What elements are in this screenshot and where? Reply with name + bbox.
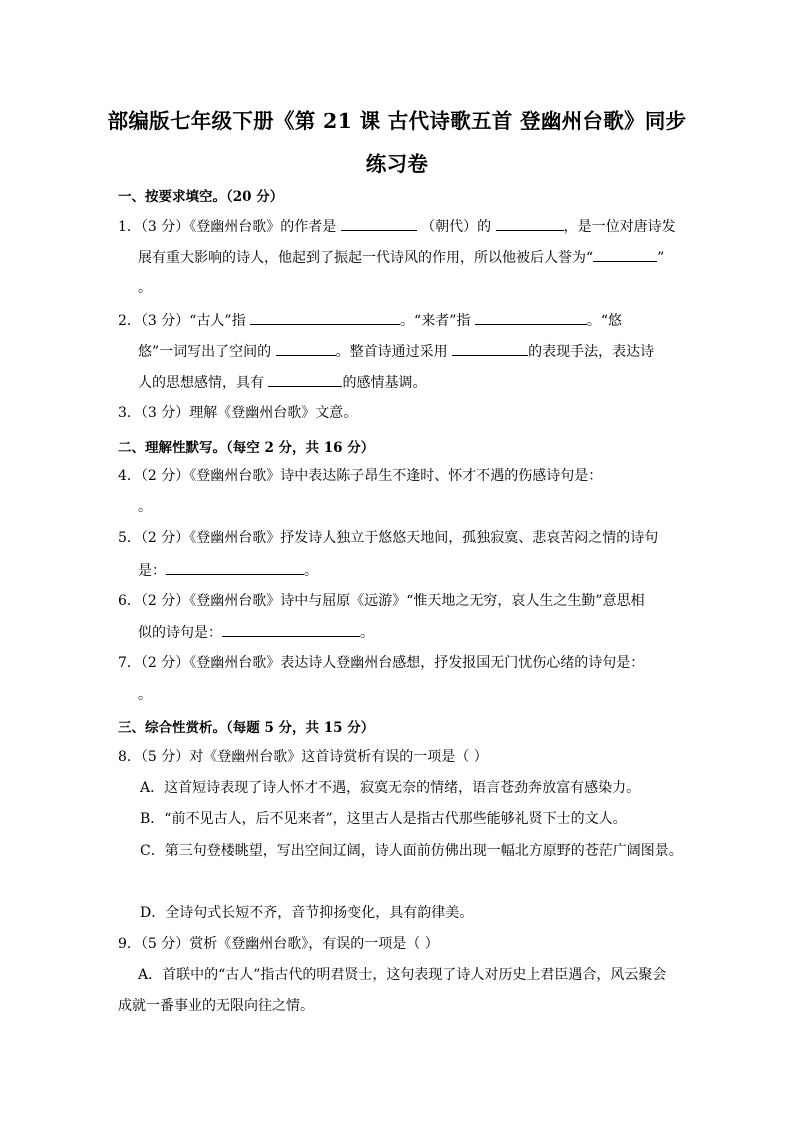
q1-blank-author[interactable]: [341, 216, 417, 231]
q2-line3: [138, 372, 426, 393]
q8-stem: 8．（5 分）对《登幽州台歌》这首诗赏析有误的一项是（ ）: [118, 749, 488, 765]
q1-text-c: ，是一位对唐诗发: [563, 219, 676, 235]
q4-line1: 4．（2 分）《登幽州台歌》诗中表达陈子昂生不逢时、怀才不遇的伤感诗句是：: [118, 468, 603, 484]
q5-line1: 5．（2 分）《登幽州台歌》抒发诗人独立于悠悠天地间，孤独寂寞、悲哀苦闷之情的诗句: [118, 530, 659, 546]
q8-option-b[interactable]: B．“前不见古人，后不见来者”，这里古人是指古代那些能够礼贤下士的文人。: [140, 811, 627, 827]
q2-blank-laizhe[interactable]: [475, 310, 587, 325]
q2-text-h: 的感情基调。: [342, 375, 427, 391]
section-2-heading: 二、理解性默写。（每空 2 分，共 16 分）: [118, 440, 375, 456]
q2-blank-technique[interactable]: [452, 341, 528, 356]
q2-text-f: 的表现手法，表达诗: [528, 344, 655, 360]
q2-line1: [118, 310, 622, 331]
q8-option-a[interactable]: A．这首短诗表现了诗人怀才不遇，寂寞无奈的情绪，语言苍劲奔放富有感染力。: [140, 780, 641, 796]
q5-text-b: 是：: [138, 563, 166, 579]
section-1-heading: 一、按要求填空。（20 分）: [118, 189, 284, 205]
q6-blank[interactable]: [222, 622, 360, 637]
q2-line2: [138, 341, 654, 362]
q1-line3: 。: [138, 280, 152, 296]
q1-line1: [118, 216, 676, 237]
q2-text-c: 。“悠: [586, 313, 622, 329]
q1-text-d: 展有重大影响的诗人，他起到了振起一代诗风的作用，所以他被后人誉为“: [138, 250, 594, 266]
q6-line1: 6．（2 分）《登幽州台歌》诗中与屈原《远游》“惟天地之无穷，哀人生之生勤”意思相: [118, 593, 645, 609]
q2-text-e: 。整首诗通过采用: [335, 344, 448, 360]
q1-text-e: ”: [657, 250, 665, 266]
q9-option-a-line2: 成就一番事业的无限向往之情。: [118, 998, 314, 1014]
section-3-heading: 三、综合性赏析。（每题 5 分，共 15 分）: [118, 720, 375, 736]
q6-text-c: 。: [360, 625, 374, 641]
q2-text-b: 。“来者”指: [400, 313, 471, 329]
q1-text-b: （朝代）的: [421, 219, 492, 235]
q1-blank-title[interactable]: [593, 247, 657, 262]
q1-line2: [138, 247, 664, 268]
q5-blank[interactable]: [166, 560, 304, 575]
q7-line1: 7．（2 分）《登幽州台歌》表达诗人登幽州台感想，抒发报国无门忧伤心绪的诗句是：: [118, 655, 645, 671]
q2-text-a: 2．（3 分）“古人”指: [118, 313, 246, 329]
q1-blank-dynasty[interactable]: [496, 216, 564, 231]
q7-line2: 。: [138, 687, 152, 703]
q2-blank-space[interactable]: [276, 341, 336, 356]
q4-line2: 。: [138, 499, 152, 515]
q8-option-c[interactable]: C．第三句登楼眺望，写出空间辽阔，诗人面前仿佛出现一幅北方原野的苍茫广阔图景。: [140, 843, 683, 859]
q5-line2: [138, 560, 318, 581]
q5-text-c: 。: [304, 563, 318, 579]
q8-option-d[interactable]: D．全诗句式长短不齐，音节抑扬变化，具有韵律美。: [140, 905, 474, 921]
q2-blank-tone[interactable]: [268, 372, 342, 387]
q3-line1: 3．（3 分）理解《登幽州台歌》文意。: [118, 405, 358, 421]
q9-stem: 9．（5 分）赏析《登幽州台歌》，有误的一项是（ ）: [118, 936, 439, 952]
q1-text-a: 1．（3 分）《登幽州台歌》的作者是: [118, 219, 337, 235]
q2-text-g: 人的思想感情，具有: [138, 375, 264, 391]
q6-text-b: 似的诗句是：: [138, 625, 222, 641]
q2-blank-guren[interactable]: [250, 310, 400, 325]
q9-option-a-line1[interactable]: A．首联中的“古人”指古代的明君贤士，这句表现了诗人对历史上君臣遇合，风云聚会: [138, 967, 667, 983]
q2-text-d: 悠”一词写出了空间的: [138, 344, 272, 360]
doc-title-line1: 部编版七年级下册《第 21 课 古代诗歌五首 登幽州台歌》同步: [107, 109, 687, 133]
q6-line2: [138, 622, 374, 643]
doc-title-line2: 练习卷: [365, 152, 429, 176]
